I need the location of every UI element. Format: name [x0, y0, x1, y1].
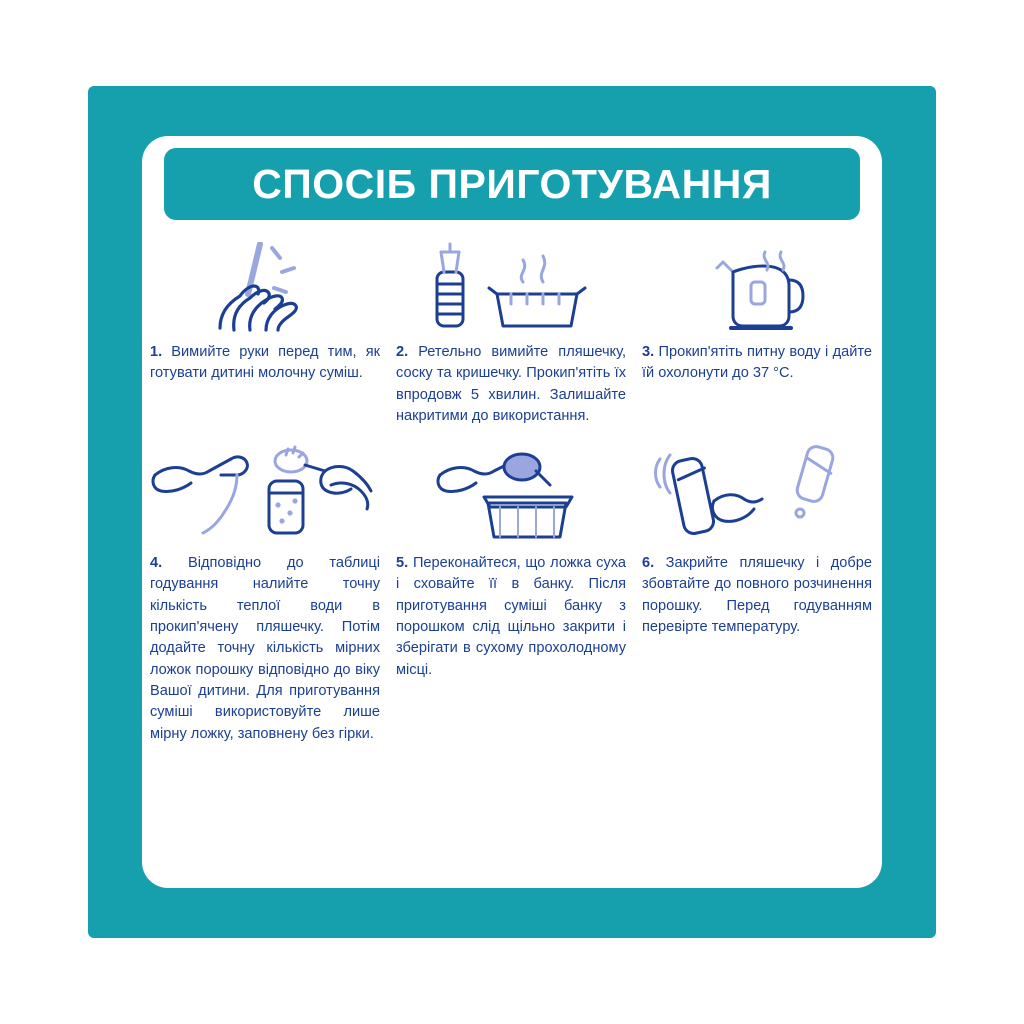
- step-4-number: 4.: [150, 555, 163, 572]
- step-2-body: Ретельно вимийте пляшечку, соску та кришечку. Прокип'ятіть їх впродовж 5 хвилин. Залишайте накритими до використання.: [396, 344, 626, 424]
- shake-bottle-and-test-drop-icon: [652, 441, 862, 545]
- step-4-icon-box: [150, 441, 380, 545]
- step-2: [388, 236, 634, 427]
- step-1-body: Вимийте руки перед тим, як готувати дитині молочну суміш.: [150, 344, 380, 382]
- step-5-body: Переконайтеся, що ложка суха і сховайте її в банку. Після приготування суміші банку з порошком слід щільно закрити і зберігати в сухому прохолодному місці.: [396, 555, 626, 678]
- step-5-text: [396, 553, 626, 681]
- step-1-number: 1.: [150, 344, 163, 360]
- step-6-body: Закрийте пляшечку і добре збовтайте до повного розчинення порошку. Перед годуванням перевірте температуру.: [642, 555, 872, 636]
- page-title: СПОСІБ ПРИГОТУВАННЯ: [252, 160, 772, 207]
- steps-row-2: [142, 441, 882, 745]
- step-3: [634, 236, 880, 427]
- step-3-number: 3.: [642, 344, 655, 360]
- title-banner: [164, 148, 860, 220]
- step-5-number: 5.: [396, 555, 409, 572]
- step-3-text: [642, 342, 872, 385]
- step-1-icon-box: [150, 236, 380, 334]
- step-4: [142, 441, 388, 745]
- step-6: [634, 441, 880, 745]
- bottle-brush-and-pot-icon: [411, 242, 611, 334]
- step-4-body: Відповідно до таблиці годування налийте точну кількість теплої води в прокип'ячену пляшечку. Потім додайте точну кількість мірних ложок порошку відповідно до віку Вашої дитини. Для приготування суміші використовуйте лише мірну ложку, заповнену без гірки.: [150, 555, 380, 742]
- step-6-icon-box: [642, 441, 872, 545]
- steps-grid: [142, 236, 882, 745]
- step-5: [388, 441, 634, 745]
- step-1: [142, 236, 388, 427]
- pouring-water-and-scoop-icon: [145, 441, 385, 545]
- step-2-icon-box: [396, 236, 626, 334]
- dry-scoop-in-can-icon: [426, 441, 596, 545]
- step-5-icon-box: [396, 441, 626, 545]
- row-spacer: [142, 427, 882, 441]
- step-2-number: 2.: [396, 344, 409, 360]
- step-1-text: [150, 342, 380, 385]
- electric-kettle-icon: [687, 242, 827, 334]
- washing-hands-icon: [190, 242, 340, 334]
- step-6-number: 6.: [642, 555, 655, 572]
- step-3-icon-box: [642, 236, 872, 334]
- steps-row-1: [142, 236, 882, 427]
- step-4-text: [150, 553, 380, 745]
- step-6-text: [642, 553, 872, 638]
- step-3-body: Прокип'ятіть питну воду і дайте їй охолонути до 37 °C.: [642, 344, 872, 382]
- step-2-text: [396, 342, 626, 427]
